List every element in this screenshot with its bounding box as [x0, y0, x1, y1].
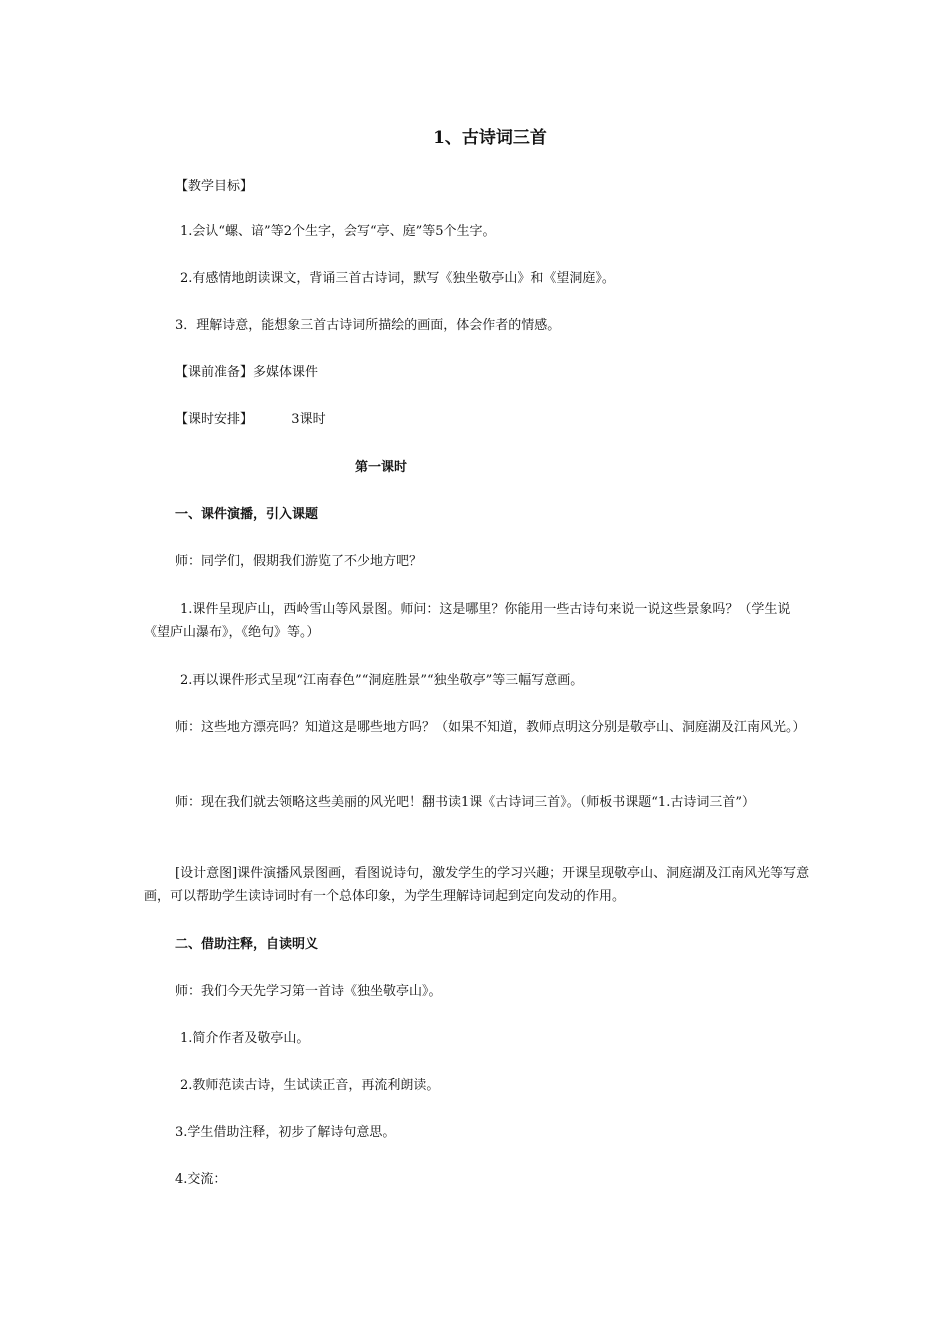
s2-paragraph-1: 师：我们今天先学习第一首诗《独坐敬亭山》。: [175, 984, 442, 999]
s1-paragraph-2: 1.课件呈现庐山，西岭雪山等风景图。师问：这是哪里？你能用一些古诗句来说一说这些景象吗？（学生说《望庐山瀑布》，《绝句》等。）: [144, 602, 791, 640]
objective-1: 1.会认“螺、谙”等2个生字，会写“亭、庭”等5个生字。: [180, 224, 496, 239]
s1-paragraph-3: 2.再以课件形式呈现“江南春色”“洞庭胜景”“独坐敬亭”等三幅写意画。: [180, 673, 584, 688]
s2-paragraph-4: 3.学生借助注释，初步了解诗句意思。: [175, 1125, 396, 1140]
s1-paragraph-5: 师：现在我们就去领略这些美丽的风光吧！翻书读1课《古诗词三首》。（师板书课题“1.古诗词三首”）: [175, 795, 755, 810]
schedule-line: [175, 409, 326, 431]
s2-paragraph-2: 1.简介作者及敬亭山。: [180, 1031, 310, 1046]
section-1-heading: 一、课件演播，引入课题: [175, 507, 319, 522]
schedule-value: 3课时: [291, 412, 326, 427]
s2-paragraph-3: 2.教师范读古诗，生试读正音，再流利朗读。: [180, 1078, 440, 1093]
s1-paragraph-4: 师：这些地方漂亮吗？知道这是哪些地方吗？（如果不知道，教师点明这分别是敬亭山、洞庭湖及江南风光。）: [175, 720, 806, 735]
objective-3: 3．理解诗意，能想象三首古诗词所描绘的画面，体会作者的情感。: [175, 318, 561, 333]
s1-paragraph-1: 师：同学们，假期我们游览了不少地方吧？: [175, 554, 423, 569]
schedule-label: 【课时安排】: [175, 412, 254, 427]
s2-paragraph-5: 4.交流：: [175, 1172, 227, 1187]
document-title: 1、古诗词三首: [433, 128, 547, 148]
lesson-heading: 第一课时: [355, 460, 408, 475]
section-2-heading: 二、借助注释，自读明义: [175, 937, 319, 952]
s1-design-note: [设计意图]课件演播风景图画，看图说诗句，激发学生的学习兴趣；开课呈现敬亭山、洞庭湖及江南风光等写意画，可以帮助学生读诗词时有一个总体印象，为学生理解诗词起到定向发动的作用。: [144, 866, 810, 904]
objective-2: 2.有感情地朗读课文，背诵三首古诗词，默写《独坐敬亭山》和《望洞庭》。: [180, 271, 615, 286]
objectives-heading: 【教学目标】: [175, 179, 254, 194]
prep-line: 【课前准备】多媒体课件: [175, 365, 319, 380]
